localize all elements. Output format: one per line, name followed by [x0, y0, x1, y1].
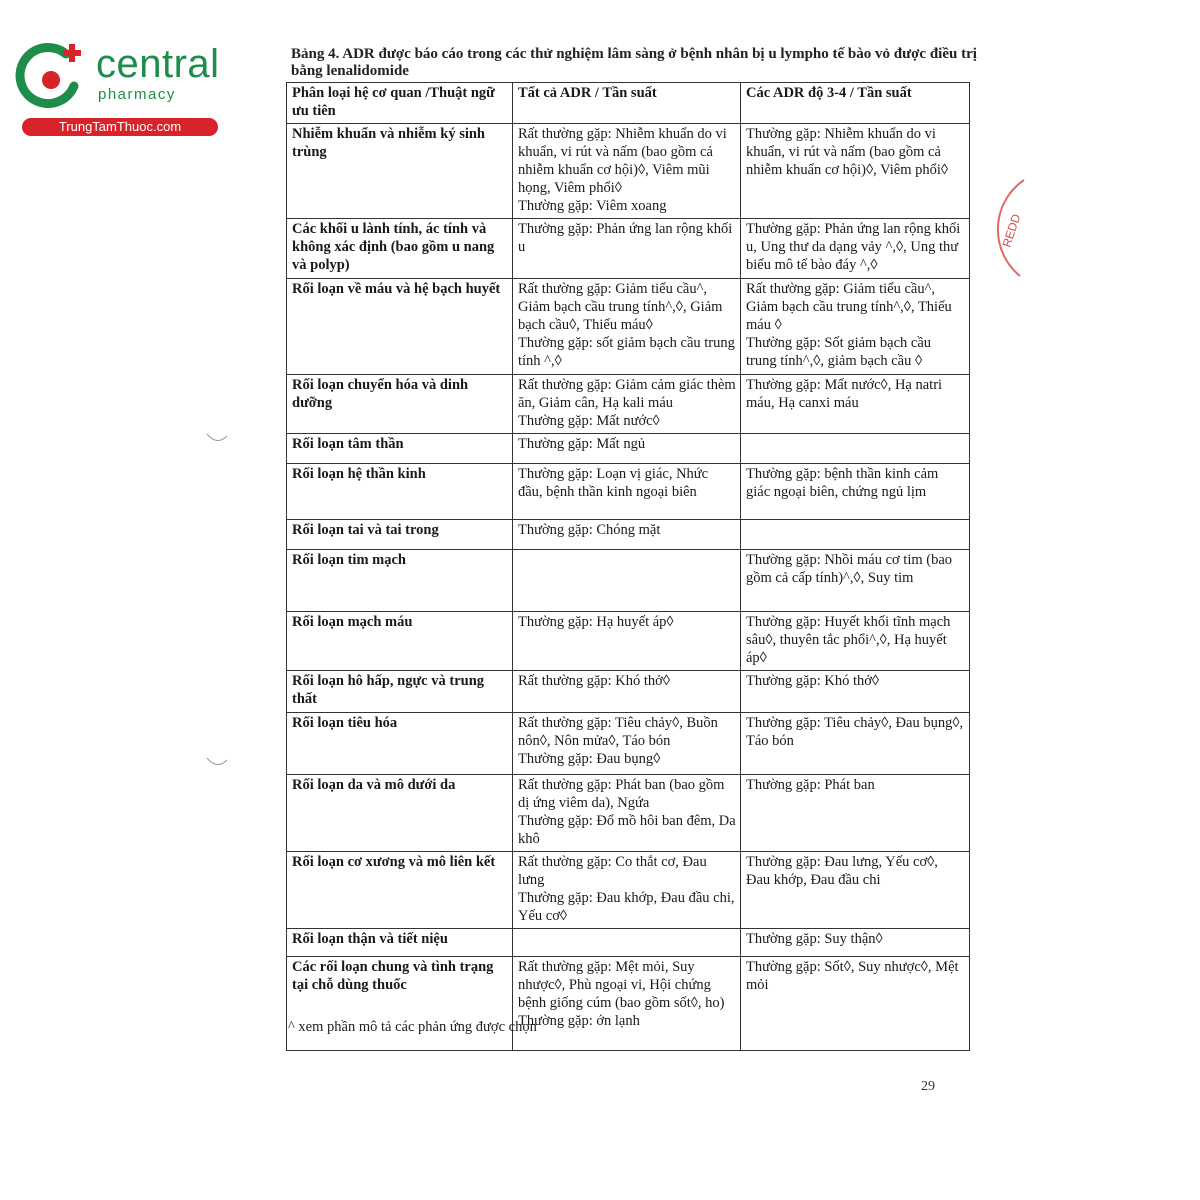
all-adr-cell — [513, 434, 741, 464]
grade-3-4-cell-text: Rất thường gặp: Giảm tiểu cầu^, Giảm bạch cầu trung tính^,◊, Thiếu máu ◊ Thường gặp: Sốt giảm bạch cầu trung tính^,◊, giảm bạch cầu ◊ — [746, 281, 952, 369]
all-adr-cell-text: Rất thường gặp: Khó thở◊ — [518, 673, 670, 689]
all-adr-cell-text: Thường gặp: Loạn vị giác, Nhức đầu, bệnh thần kinh ngoại biên — [518, 466, 709, 500]
table-row — [287, 124, 970, 219]
organ-class-cell-text: Các rối loạn chung và tình trạng tại chỗ dùng thuốc — [292, 959, 494, 993]
header-grade-3-4: Các ADR độ 3-4 / Tần suất — [741, 83, 970, 124]
header-all-adr: Tất cả ADR / Tần suất — [513, 83, 741, 124]
all-adr-cell — [513, 520, 741, 550]
table-row — [287, 852, 970, 929]
punch-mark-icon — [206, 432, 228, 444]
all-adr-cell-text: Thường gặp: Hạ huyết áp◊ — [518, 614, 674, 630]
organ-class-cell-text: Rối loạn mạch máu — [292, 614, 413, 630]
grade-3-4-cell-text: Thường gặp: Nhồi máu cơ tim (bao gồm cả cấp tính)^,◊, Suy tim — [746, 552, 953, 586]
organ-class-cell-text: Các khối u lành tính, ác tính và không xác định (bao gồm u nang và polyp) — [292, 221, 495, 273]
table-caption: Bảng 4. ADR được báo cáo trong các thử nghiệm lâm sàng ở bệnh nhân bị u lympho tế bào vỏ được điều trị bằng lenalidomide — [291, 46, 977, 79]
organ-class-cell — [287, 775, 513, 852]
organ-class-cell — [287, 434, 513, 464]
organ-class-cell — [287, 464, 513, 520]
grade-3-4-cell — [741, 852, 970, 929]
grade-3-4-cell-text: Thường gặp: Khó thở◊ — [746, 673, 880, 689]
all-adr-cell-text: Thường gặp: Chóng mặt — [518, 522, 661, 538]
grade-3-4-cell-text: Thường gặp: Sốt◊, Suy nhược◊, Mệt mỏi — [746, 959, 959, 993]
all-adr-cell-text: Rất thường gặp: Mệt mỏi, Suy nhược◊, Phù ngoại vi, Hội chứng bệnh giống cúm (bao gồm sốt◊, ho) Thường gặp: ớn lạnh — [518, 959, 725, 1029]
table-row — [287, 929, 970, 957]
table-row — [287, 375, 970, 434]
organ-class-cell — [287, 671, 513, 713]
grade-3-4-cell-text: Thường gặp: Phát ban — [746, 777, 875, 793]
stamp-fragment — [990, 178, 1030, 278]
all-adr-cell-text: Thường gặp: Phản ứng lan rộng khối u — [518, 221, 733, 255]
grade-3-4-cell — [741, 713, 970, 775]
grade-3-4-cell-text: Thường gặp: Suy thận◊ — [746, 931, 883, 947]
grade-3-4-cell — [741, 929, 970, 957]
grade-3-4-cell-text: Thường gặp: Huyết khối tĩnh mạch sâu◊, thuyên tắc phổi^,◊, Hạ huyết áp◊ — [746, 614, 951, 666]
organ-class-cell-text: Rối loạn hệ thần kinh — [292, 466, 426, 482]
adr-table — [286, 82, 970, 1051]
organ-class-cell-text: Rối loạn thận và tiết niệu — [292, 931, 448, 947]
organ-class-cell-text: Rối loạn tai và tai trong — [292, 522, 439, 538]
grade-3-4-cell-text: Thường gặp: Tiêu chảy◊, Đau bụng◊, Táo bón — [746, 715, 964, 749]
organ-class-cell-text: Rối loạn tim mạch — [292, 552, 406, 568]
all-adr-cell — [513, 219, 741, 279]
all-adr-cell — [513, 852, 741, 929]
organ-class-cell-text: Rối loạn cơ xương và mô liên kết — [292, 854, 496, 870]
all-adr-cell — [513, 775, 741, 852]
organ-class-cell — [287, 713, 513, 775]
all-adr-cell — [513, 375, 741, 434]
logo-name: central — [96, 42, 220, 86]
table-row — [287, 520, 970, 550]
table-row — [287, 219, 970, 279]
all-adr-cell-text: Rất thường gặp: Co thắt cơ, Đau lưng Thường gặp: Đau khớp, Đau đầu chi, Yếu cơ◊ — [518, 854, 735, 924]
grade-3-4-cell — [741, 671, 970, 713]
organ-class-cell — [287, 219, 513, 279]
grade-3-4-cell-text: Thường gặp: Nhiễm khuẩn do vi khuẩn, vi rút và nấm (bao gồm cả nhiễm khuẩn cơ hội)◊, Viêm phổi◊ — [746, 126, 949, 178]
all-adr-cell-text: Rất thường gặp: Tiêu chảy◊, Buồn nôn◊, Nôn mửa◊, Táo bón Thường gặp: Đau bụng◊ — [518, 715, 718, 767]
table-row — [287, 434, 970, 464]
header-organ-class: Phân loại hệ cơ quan /Thuật ngữ ưu tiên — [287, 83, 513, 124]
all-adr-cell-text: Rất thường gặp: Phát ban (bao gồm dị ứng viêm da), Ngứa Thường gặp: Đổ mồ hôi ban đêm, Da khô — [518, 777, 736, 847]
all-adr-cell-text: Thường gặp: Mất ngủ — [518, 436, 646, 452]
all-adr-cell-text: Rất thường gặp: Giảm cảm giác thèm ăn, Giảm cân, Hạ kali máu Thường gặp: Mất nước◊ — [518, 377, 736, 429]
all-adr-cell — [513, 929, 741, 957]
grade-3-4-cell — [741, 957, 970, 1051]
organ-class-cell-text: Rối loạn chuyển hóa và dinh dưỡng — [292, 377, 469, 411]
organ-class-cell — [287, 375, 513, 434]
table-row — [287, 612, 970, 671]
table-row — [287, 957, 970, 1051]
stamp-text: REDD — [999, 212, 1024, 249]
grade-3-4-cell-text: Thường gặp: Mất nước◊, Hạ natri máu, Hạ canxi máu — [746, 377, 943, 411]
organ-class-cell — [287, 550, 513, 612]
all-adr-cell — [513, 671, 741, 713]
grade-3-4-cell — [741, 434, 970, 464]
table-header-row — [287, 83, 970, 124]
grade-3-4-cell-text: Thường gặp: bệnh thần kinh cảm giác ngoại biên, chứng ngủ lịm — [746, 466, 939, 500]
all-adr-cell — [513, 612, 741, 671]
organ-class-cell-text: Rối loạn về máu và hệ bạch huyết — [292, 281, 501, 297]
table-row — [287, 550, 970, 612]
grade-3-4-cell — [741, 550, 970, 612]
grade-3-4-cell-text: Thường gặp: Phản ứng lan rộng khối u, Ung thư da dạng vảy ^,◊, Ung thư biểu mô tế bào đáy ^,◊ — [746, 221, 961, 273]
logo-website: TrungTamThuoc.com — [22, 118, 218, 136]
grade-3-4-cell — [741, 775, 970, 852]
grade-3-4-cell — [741, 520, 970, 550]
table-body — [287, 124, 970, 1051]
grade-3-4-cell — [741, 464, 970, 520]
organ-class-cell-text: Rối loạn da và mô dưới da — [292, 777, 456, 793]
central-pharmacy-logo — [8, 36, 218, 136]
organ-class-cell — [287, 520, 513, 550]
all-adr-cell — [513, 124, 741, 219]
all-adr-cell-text: Rất thường gặp: Nhiễm khuẩn do vi khuẩn, vi rút và nấm (bao gồm cả nhiễm khuẩn cơ hội)◊, Viêm mũi họng, Viêm phổi◊ Thường gặp: Viêm xoang — [518, 126, 727, 214]
organ-class-cell — [287, 957, 513, 1051]
grade-3-4-cell — [741, 124, 970, 219]
organ-class-cell-text: Rối loạn tâm thần — [292, 436, 404, 452]
organ-class-cell — [287, 612, 513, 671]
all-adr-cell-text: Rất thường gặp: Giảm tiểu cầu^, Giảm bạch cầu trung tính^,◊, Giảm bạch cầu◊, Thiếu máu◊ Thường gặp: sốt giảm bạch cầu trung tính ^,◊ — [518, 281, 735, 369]
organ-class-cell — [287, 279, 513, 375]
grade-3-4-cell — [741, 279, 970, 375]
organ-class-cell-text: Rối loạn hô hấp, ngực và trung thất — [292, 673, 485, 707]
all-adr-cell — [513, 957, 741, 1051]
all-adr-cell — [513, 550, 741, 612]
grade-3-4-cell-text: Thường gặp: Đau lưng, Yếu cơ◊, Đau khớp, Đau đầu chi — [746, 854, 938, 888]
punch-mark-icon — [206, 756, 228, 768]
table-row — [287, 464, 970, 520]
organ-class-cell-text: Nhiễm khuẩn và nhiễm ký sinh trùng — [292, 126, 485, 160]
table-row — [287, 279, 970, 375]
page-number: 29 — [921, 1079, 935, 1094]
organ-class-cell — [287, 852, 513, 929]
table-row — [287, 713, 970, 775]
grade-3-4-cell — [741, 375, 970, 434]
organ-class-cell — [287, 929, 513, 957]
all-adr-cell — [513, 279, 741, 375]
grade-3-4-cell — [741, 219, 970, 279]
organ-class-cell-text: Rối loạn tiêu hóa — [292, 715, 398, 731]
organ-class-cell — [287, 124, 513, 219]
logo-subtitle: pharmacy — [98, 86, 176, 103]
grade-3-4-cell — [741, 612, 970, 671]
pharmacy-logo-icon — [14, 40, 88, 114]
all-adr-cell — [513, 713, 741, 775]
table-row — [287, 671, 970, 713]
all-adr-cell — [513, 464, 741, 520]
footnote: ^ xem phần mô tả các phản ứng được chọn — [288, 1019, 537, 1035]
table-row — [287, 775, 970, 852]
